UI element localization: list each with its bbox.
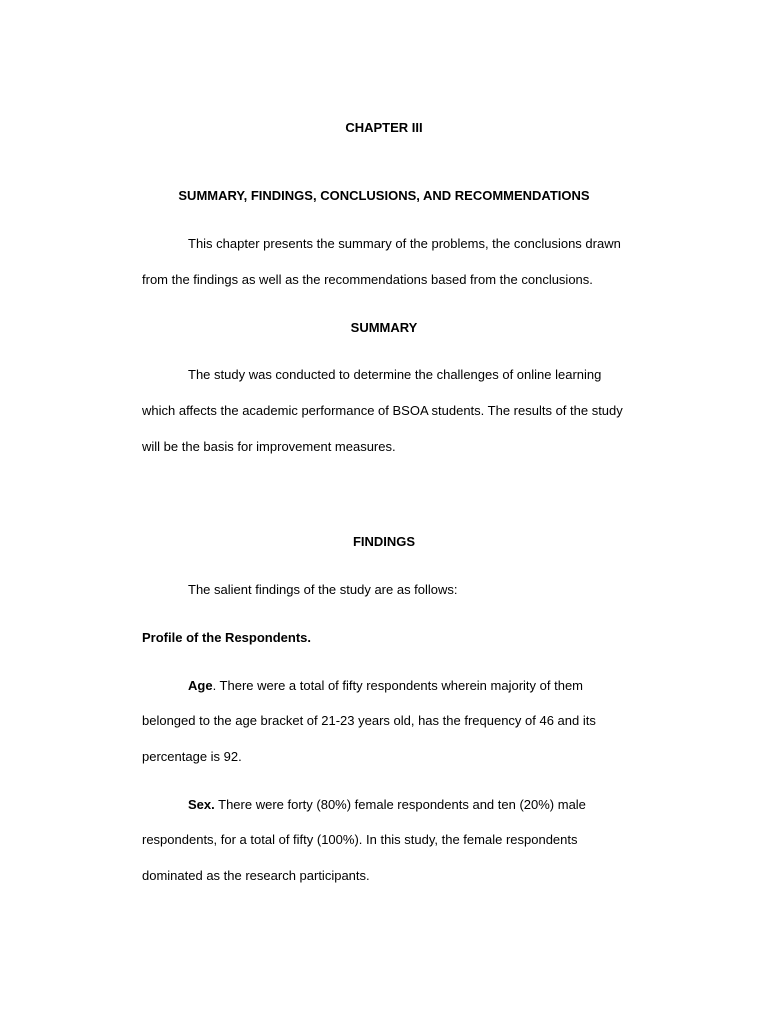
age-paragraph-line-1	[188, 678, 583, 694]
findings-heading: FINDINGS	[352, 534, 416, 549]
intro-line-1: This chapter presents the summary of the problems, the conclusions drawn	[188, 236, 621, 251]
chapter-title: SUMMARY, FINDINGS, CONCLUSIONS, AND RECOMMENDATIONS	[178, 188, 590, 203]
profile-heading: Profile of the Respondents.	[142, 630, 312, 645]
summary-line-1: The study was conducted to determine the challenges of online learning	[188, 367, 602, 382]
sex-paragraph-line-2: respondents, for a total of fifty (100%). In this study, the female respondents	[142, 832, 578, 847]
sex-label: Sex.	[188, 797, 215, 812]
findings-intro: The salient findings of the study are as follows:	[188, 582, 458, 597]
age-paragraph-line-3: percentage is 92.	[142, 749, 242, 764]
summary-line-2: which affects the academic performance of BSOA students. The results of the study	[142, 403, 623, 418]
intro-line-2: from the findings as well as the recommendations based from the conclusions.	[142, 272, 593, 287]
age-text-1: . There were a total of fifty respondents wherein majority of them	[212, 678, 583, 693]
age-paragraph-line-2: belonged to the age bracket of 21-23 years old, has the frequency of 46 and its	[142, 713, 596, 728]
age-label: Age	[188, 678, 213, 693]
summary-heading: SUMMARY	[350, 320, 418, 335]
summary-line-3: will be the basis for improvement measures.	[142, 439, 396, 454]
sex-paragraph-line-1	[188, 797, 586, 813]
sex-paragraph-line-3: dominated as the research participants.	[142, 868, 370, 883]
sex-text-1: There were forty (80%) female respondents and ten (20%) male	[214, 797, 586, 812]
chapter-heading: CHAPTER III	[345, 120, 423, 135]
